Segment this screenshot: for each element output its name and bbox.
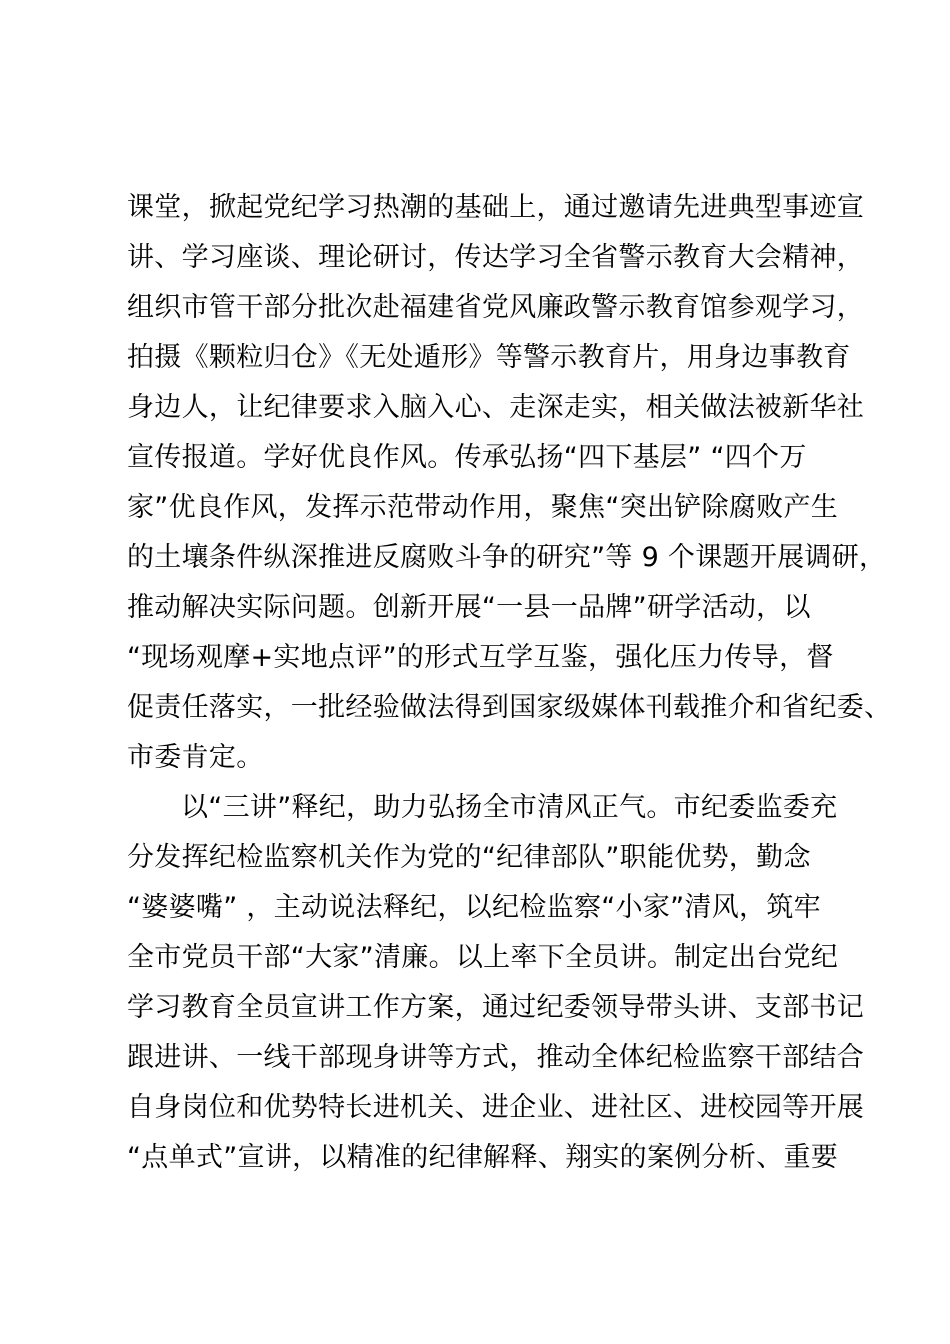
text-line: 拍摄《颗粒归仓》《无处遁形》等警示教育片，用身边事教育 [127,342,851,373]
text-line: 学习教育全员宣讲工作方案，通过纪委领导带头讲、支部书记 [127,992,865,1023]
text-line: 的土壤条件纵深推进反腐败斗争的研究”等 9 个课题开展调研， [127,542,887,573]
text-line: 促责任落实，一批经验做法得到国家级媒体刊载推介和省纪委、 [127,692,892,723]
text-line: 身边人，让纪律要求入脑入心、走深走实，相关做法被新华社 [127,392,865,423]
text-line: “婆婆嘴” ，主动说法释纪，以纪检监察“小家”清风，筑牢 [127,892,821,923]
text-line: 分发挥纪检监察机关作为党的“纪律部队”职能优势，勤念 [127,842,811,873]
text-line: 推动解决实际问题。创新开展“一县一品牌”研学活动，以 [127,592,811,623]
text-line: 组织市管干部分批次赴福建省党风廉政警示教育馆参观学习， [127,292,865,323]
text-line: 宣传报道。学好优良作风。传承弘扬“四下基层” “四个万 [127,442,807,473]
text-line: 讲、学习座谈、理论研讨，传达学习全省警示教育大会精神， [127,242,865,273]
text-line: 跟进讲、一线干部现身讲等方式，推动全体纪检监察干部结合 [127,1042,865,1073]
text-line: 自身岗位和优势特长进机关、进企业、进社区、进校园等开展 [127,1092,865,1123]
text-line: “点单式”宣讲，以精准的纪律解释、翔实的案例分析、重要 [127,1142,839,1173]
paragraph-first-line: 以“三讲”释纪，助力弘扬全市清风正气。市纪委监委充 [181,792,838,823]
text-line: 全市党员干部“大家”清廉。以上率下全员讲。制定出台党纪 [127,942,839,973]
text-line: 市委肯定。 [127,742,264,773]
text-line: “现场观摩+实地点评”的形式互学互鉴，强化压力传导，督 [127,642,834,673]
text-line: 家”优良作风，发挥示范带动作用，聚焦“突出铲除腐败产生 [127,492,839,523]
text-line: 课堂，掀起党纪学习热潮的基础上，通过邀请先进典型事迹宣 [127,192,865,223]
